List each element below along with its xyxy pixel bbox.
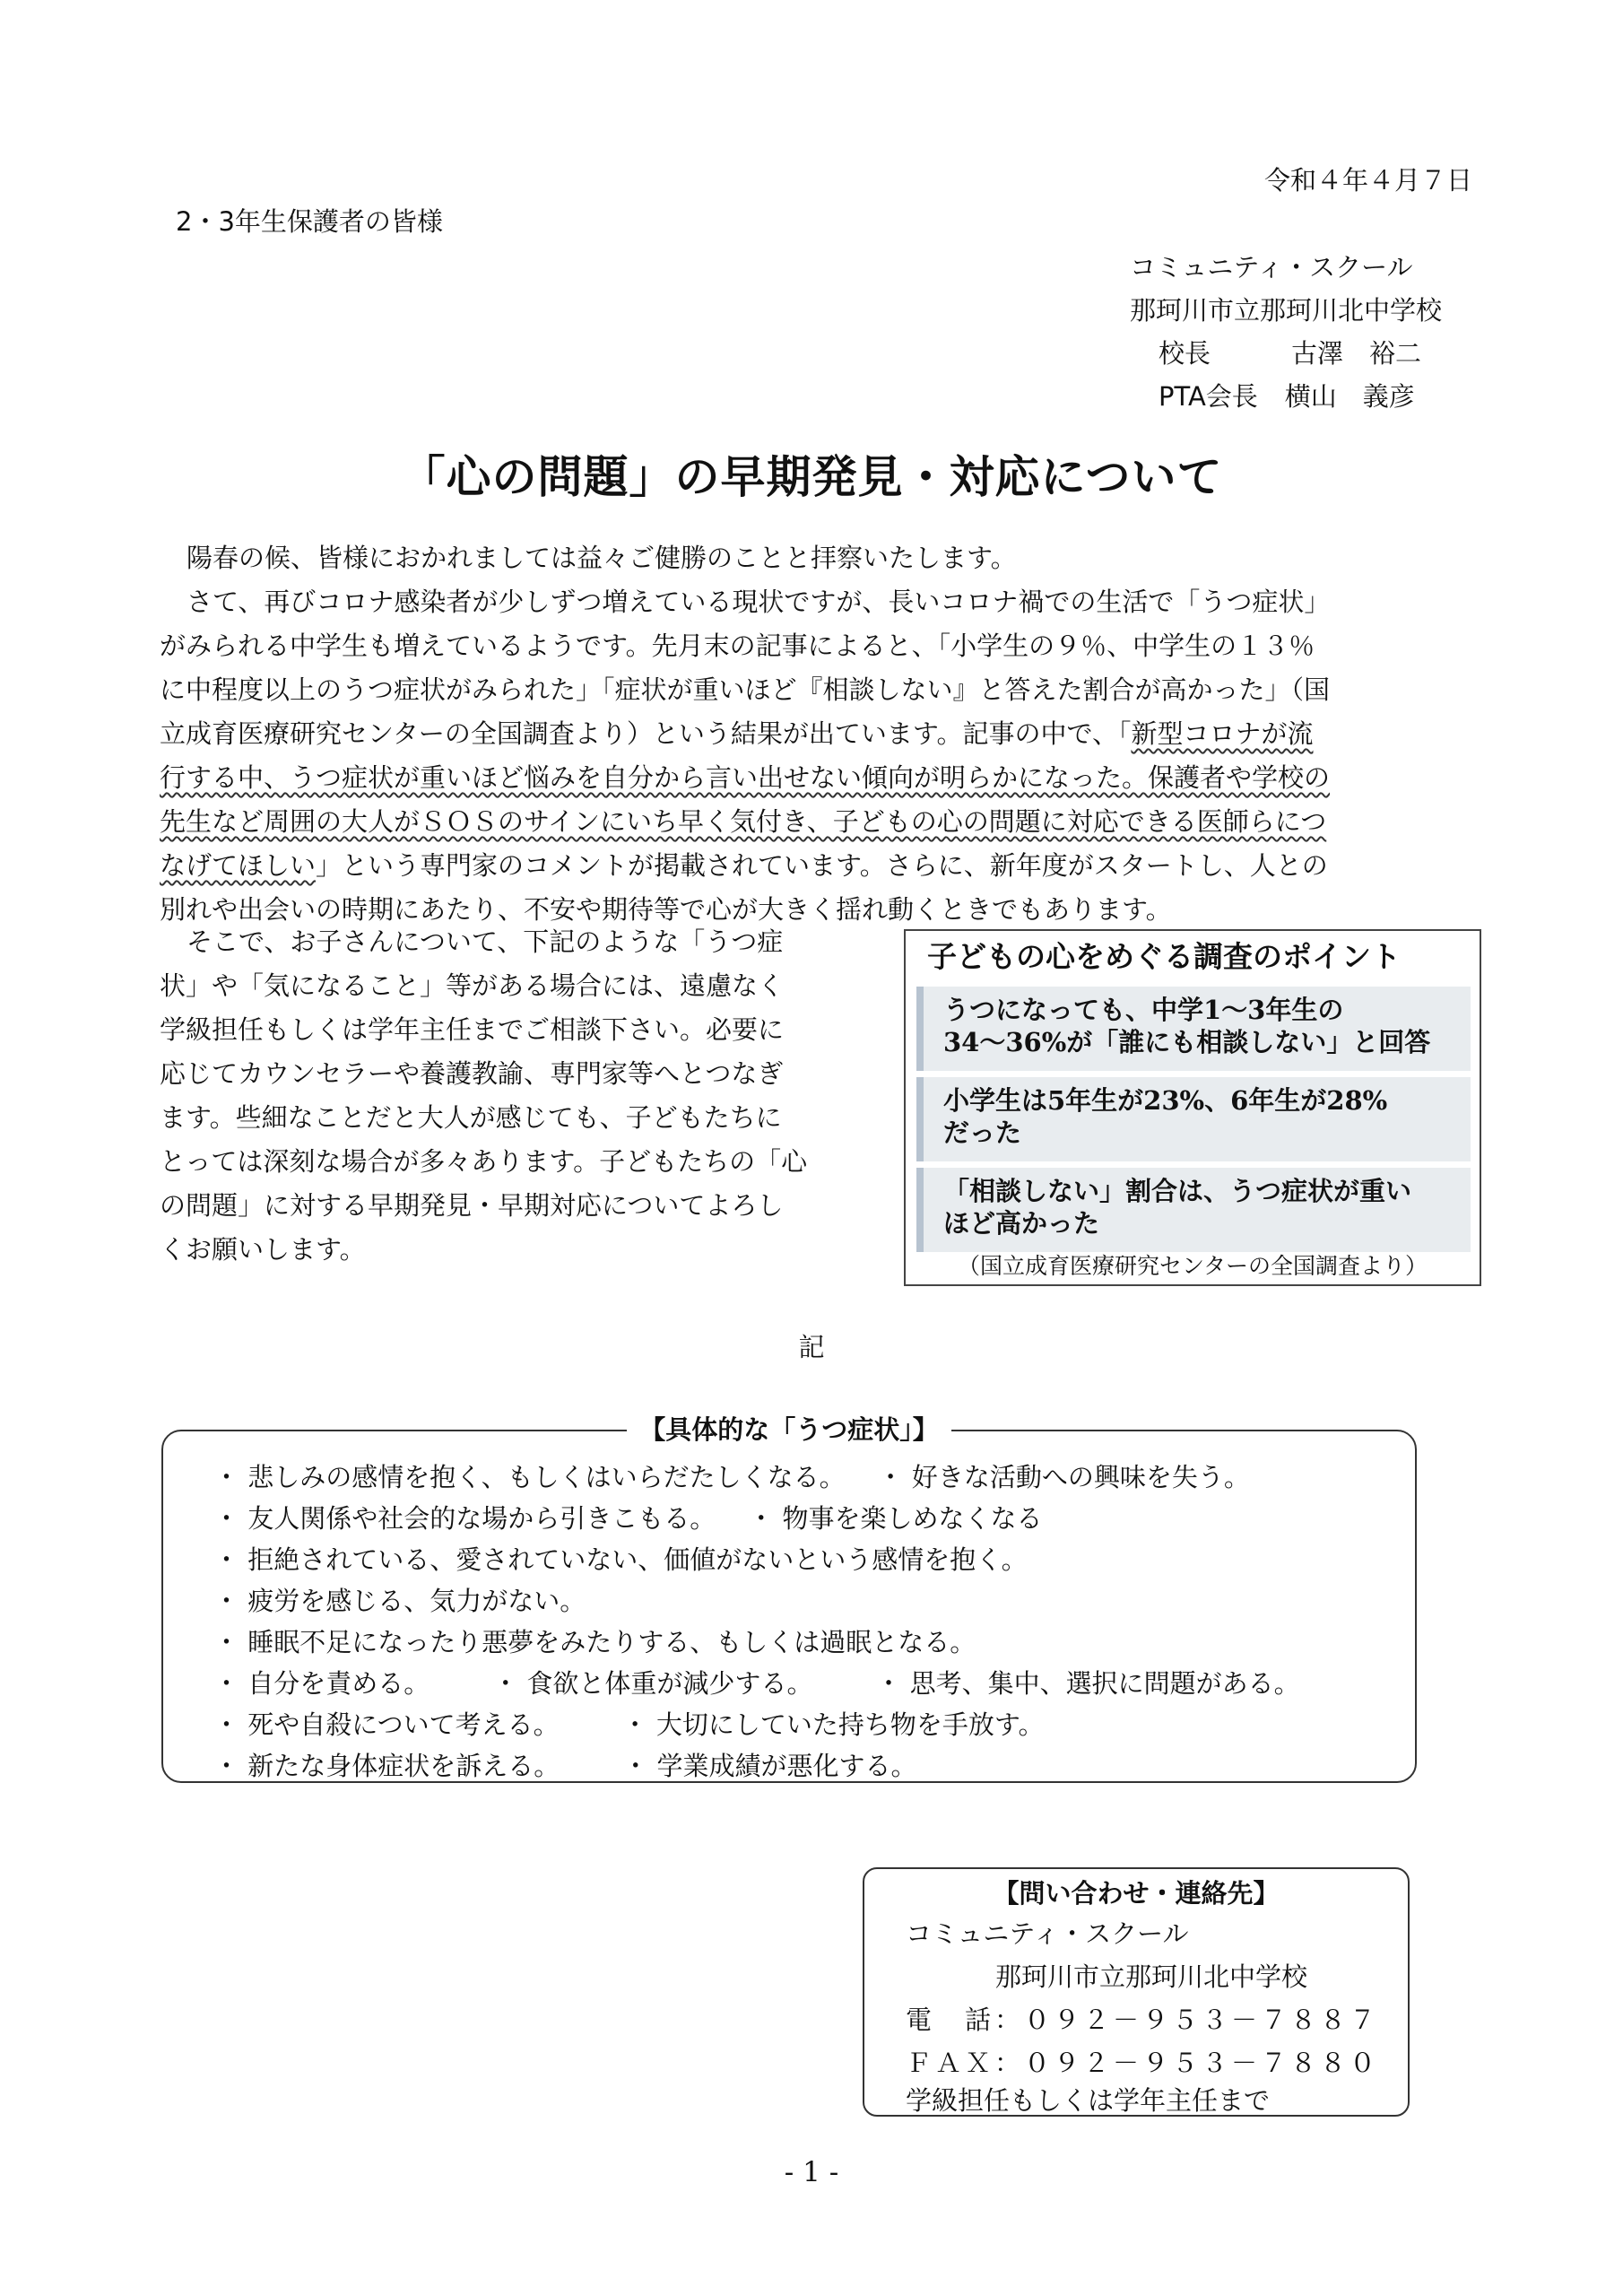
paragraph-2-line-4-text: 立成育医療研究センターの全国調査より）という結果が出ています。記事の中で、「 [160, 718, 1132, 749]
paragraph-3-line-1: そこで、お子さんについて、下記のような「うつ症 [187, 926, 784, 957]
survey-points-box [904, 929, 1481, 1286]
principal-name: 古澤 裕二 [1291, 338, 1422, 369]
page-number: - 1 - [784, 2156, 839, 2188]
contact-fax: ＦＡＸ：０９２－９５３－７８８０ [906, 2048, 1380, 2078]
survey-point-1-line-2: 34～36%が「誰にも相談しない」と回答 [943, 1027, 1431, 1057]
symptom-item: ・ 友人関係や社会的な場から引きこもる。 [213, 1503, 716, 1534]
sender-pta [1130, 375, 1442, 418]
sender-org: コミュニティ・スクール [1130, 252, 1413, 283]
document-date: 令和４年４月７日 [1263, 165, 1472, 196]
symptoms-box [161, 1414, 1417, 1783]
contact-school: 那珂川市立那珂川北中学校 [995, 1961, 1308, 1992]
paragraph-3-line-7: の問題」に対する早期発見・早期対応についてよろし [160, 1190, 784, 1221]
contact-org: コミュニティ・スクール [906, 1918, 1189, 1949]
symptom-item: ・ 物事を楽しめなくなる [748, 1503, 1043, 1534]
request-paragraph [160, 920, 895, 1272]
symptom-item: ・ 拒絶されている、愛されていない、価値がないという感情を抱く。 [213, 1544, 1028, 1575]
pta-title: PTA会長 [1159, 381, 1258, 412]
symptom-item: ・ 思考、集中、選択に問題がある。 [875, 1668, 1300, 1699]
paragraph-2-line-5 [160, 756, 1478, 800]
paragraph-2-line-1: さて、再びコロナ感染者が少しずつ増えている現状ですが、長いコロナ禍での生活で「うつ症状」 [187, 587, 1331, 617]
symptoms-title: 【具体的な「うつ症状」】 [627, 1414, 951, 1445]
survey-point-1 [916, 987, 1471, 1071]
contact-note: 学級担任もしくは学年主任まで [906, 2085, 1271, 2116]
expert-quote-part-3: 先生など周囲の大人がＳＯＳのサインにいち早く気付き、子どもの心の問題に対応できる医師らにつ [160, 806, 1327, 837]
symptom-item: ・ 睡眠不足になったり悪夢をみたりする、もしくは過眠となる。 [213, 1627, 976, 1657]
sender-principal [1130, 332, 1442, 375]
survey-title: 子どもの心をめぐる調査のポイント [927, 939, 1401, 974]
paragraph-2-line-3: に中程度以上のうつ症状がみられた」「症状が重いほど『相談しない』と答えた割合が高かった」（国 [160, 674, 1331, 705]
survey-point-2-line-1: 小学生は5年生が23%、6年生が28% [943, 1085, 1388, 1116]
paragraph-2-line-7 [160, 844, 1478, 888]
paragraph-3-line-2: 状」や「気になること」等がある場合には、遠慮なく [160, 970, 785, 1001]
symptom-row [213, 1704, 1300, 1745]
symptom-item: ・ 学業成績が悪化する。 [622, 1751, 917, 1781]
symptom-row [213, 1539, 1300, 1580]
contact-title: 【問い合わせ・連絡先】 [993, 1878, 1280, 1909]
expert-quote-part-4: なげてほしい [160, 850, 317, 881]
symptom-row [213, 1498, 1300, 1539]
paragraph-3-line-4: 応じてカウンセラーや養護教諭、専門家等へとつなぎ [160, 1058, 784, 1089]
expert-quote-part-1: 新型コロナが流 [1131, 718, 1314, 749]
body-text [160, 536, 1478, 932]
symptom-item: ・ 食欲と体重が減少する。 [492, 1668, 813, 1699]
page-title: 「心の問題」の早期発見・対応について [400, 451, 1223, 503]
symptom-row [213, 1622, 1300, 1663]
sender-block [1130, 246, 1442, 418]
symptom-item: ・ 好きな活動への興味を失う。 [877, 1462, 1250, 1492]
pta-name: 横山 義彦 [1284, 381, 1415, 412]
paragraph-1: 陽春の候、皆様におかれましては益々ご健勝のことと拝察いたします。 [187, 543, 1017, 573]
paragraph-2-line-7-text: 」という専門家のコメントが掲載されています。さらに、新年度がスタートし、人との [316, 850, 1328, 881]
paragraph-3-line-3: 学級担任もしくは学年主任までご相談下さい。必要に [160, 1014, 785, 1045]
paragraph-2-line-2: がみられる中学生も増えているようです。先月末の記事によると、「小学生の９％、中学生の１３％ [160, 631, 1315, 661]
paragraph-2-line-6 [160, 800, 1478, 844]
paragraph-3-line-8: くお願いします。 [160, 1234, 366, 1265]
symptom-item: ・ 新たな身体症状を訴える。 [213, 1751, 560, 1781]
paragraph-3-line-5: ます。些細なことだと大人が感じても、子どもたちに [160, 1102, 782, 1133]
paragraph-2-line-8: 別れや出会いの時期にあたり、不安や期待等で心が大きく揺れ動くときでもあります。 [160, 894, 1172, 925]
survey-point-1-line-1: うつになっても、中学1～3年生の [943, 995, 1344, 1025]
sender-school: 那珂川市立那珂川北中学校 [1130, 295, 1443, 326]
symptom-item: ・ 自分を責める。 [213, 1668, 430, 1699]
addressee: 2・3年生保護者の皆様 [176, 206, 443, 237]
survey-point-2-line-2: だった [943, 1118, 1022, 1148]
ki-marker: 記 [798, 1332, 825, 1362]
symptom-row [213, 1745, 1300, 1787]
contact-tel: 電 話：０９２－９５３－７８８７ [906, 2005, 1380, 2035]
symptoms-list [213, 1457, 1300, 1787]
paragraph-3-line-6: とっては深刻な場合が多々あります。子どもたちの「心 [160, 1146, 808, 1177]
survey-source: （国立成育医療研究センターの全国調査より） [957, 1253, 1428, 1279]
symptom-item: ・ 大切にしていた持ち物を手放す。 [621, 1709, 1045, 1740]
survey-point-2 [916, 1077, 1471, 1161]
symptom-row [213, 1457, 1300, 1498]
symptom-item: ・ 疲労を感じる、気力がない。 [213, 1586, 586, 1616]
survey-point-3-line-2: ほど高かった [943, 1208, 1100, 1239]
principal-title: 校長 [1159, 338, 1211, 369]
symptom-row [213, 1580, 1300, 1622]
symptom-row [213, 1663, 1300, 1704]
survey-point-3-line-1: 「相談しない」割合は、うつ症状が重い [943, 1176, 1412, 1206]
contact-box [863, 1867, 1410, 2117]
symptom-item: ・ 悲しみの感情を抱く、もしくはいらだたしくなる。 [213, 1462, 846, 1492]
survey-point-3 [916, 1168, 1471, 1252]
symptom-item: ・ 死や自殺について考える。 [213, 1709, 560, 1740]
paragraph-2-line-4 [160, 712, 1478, 756]
expert-quote-part-2: 行する中、うつ症状が重いほど悩みを自分から言い出せない傾向が明らかになった。保護者や学校の [160, 762, 1331, 793]
